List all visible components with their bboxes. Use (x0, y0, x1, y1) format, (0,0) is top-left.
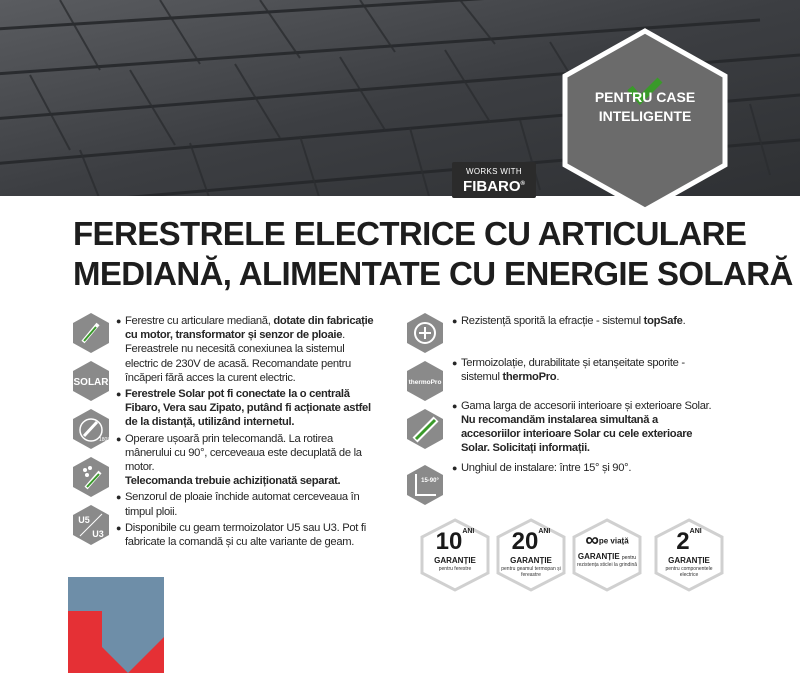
item-text: Operare ușoară prin telecomandă. La rotirea mânerului cu 90°, cerceveaua este decuplată de la motor. (125, 432, 362, 474)
item-text: Termoizolație, durabilitate și etanșeitate sporite - sistemul (461, 357, 685, 384)
page-title (73, 214, 793, 294)
works-with-label: WORKS WITH (466, 167, 522, 176)
motor-icon (72, 312, 110, 350)
solar-icon (72, 360, 110, 398)
list-item (116, 490, 378, 518)
u3-label: U3 (92, 529, 104, 539)
thermopro-label: thermoPro (408, 379, 442, 386)
list-item (452, 356, 718, 384)
rotation-angle-icon (72, 408, 110, 446)
badge-line-2: INTELIGENTE (598, 108, 692, 124)
item-text: . (556, 371, 560, 384)
warranty-sub: pentru ferestre (438, 566, 472, 572)
warranty-label: GARANȚIE (510, 556, 552, 565)
warranty-unit: ANI (689, 528, 702, 535)
warranty-unit: ANI (462, 528, 475, 535)
warranty-badge-20 (494, 518, 568, 592)
list-item (116, 521, 378, 549)
warranty-number (570, 530, 644, 552)
fibaro-reg: ® (520, 181, 525, 187)
list-item (452, 399, 718, 456)
right-feature-list (452, 314, 718, 478)
warranty-label: GARANȚIE (668, 556, 710, 565)
title-line-1: FERESTRELE ELECTRICE CU ARTICULARE (73, 215, 747, 252)
warranty-label (570, 552, 644, 561)
fibaro-name: FIBARO (463, 178, 521, 195)
list-item (452, 314, 718, 328)
list-item (116, 314, 378, 385)
warranty-badge-lifetime (570, 518, 644, 592)
warranty-sub: pentru geamul termopan și fereastre (501, 566, 561, 578)
item-text: Rezistență sporită la efracție - sistemul (461, 315, 644, 327)
left-feature-list (116, 314, 378, 551)
infinity-icon: ∞ (585, 530, 599, 551)
warranty-sub: rezistența sticlei la grindină (576, 562, 638, 568)
item-text-bold: thermoPro (502, 371, 557, 384)
list-item (116, 432, 378, 489)
fibaro-brand (452, 176, 536, 195)
glazing-u-value-icon (72, 504, 110, 542)
item-text-bold: topSafe (643, 315, 683, 327)
item-text: . (342, 329, 345, 342)
warranty-unit: ANI (538, 528, 551, 535)
warranty-number (494, 528, 568, 556)
item-text: Ferestre cu articulare mediană, (125, 315, 274, 327)
item-text-bold: dotate din fabricație cu motor, transformator și senzor de ploaie (125, 315, 374, 342)
rain-sensor-icon (72, 456, 110, 494)
warranty-badge-2 (652, 518, 726, 592)
warranty-label: GARANȚIE (434, 556, 476, 565)
item-text: Gama larga de accesorii interioare și exterioare Solar. (461, 399, 712, 412)
item-text: Unghiul de instalare: între 15° și 90°. (461, 462, 632, 475)
warranty-sub: pentru componentele electrice (665, 566, 713, 578)
works-with-fibaro-logo (452, 162, 536, 198)
item-text-bold: Ferestrele Solar pot fi conectate la o centrală Fibaro, Vera sau Zipato, putând fi acționate astfel de la distanță, utilizând internetul. (125, 388, 371, 429)
badge-line-1: PENTRU CASE (594, 89, 696, 105)
list-item (116, 387, 378, 430)
item-text-bold: Telecomanda trebuie achiziționată separat. (125, 475, 341, 488)
smart-home-badge-text (575, 88, 715, 126)
topsafe-icon (406, 312, 444, 350)
item-text: Disponibile cu geam termoizolator U5 sau U3. Pot fi fabricate la comandă și cu alte variante de geam. (125, 521, 366, 549)
thermopro-icon (406, 360, 444, 398)
angle-label: 180° (99, 437, 110, 443)
warranty-label-text: GARANȚIE (577, 552, 620, 561)
warranty-unit: pe viață (598, 536, 629, 546)
item-text: Fereastrele nu necesită conexiunea la sistemul electric de 230V de acasă. Recomandate pentru încăperi fără acces la curent electric. (125, 343, 351, 384)
item-text: . (682, 315, 686, 327)
warranty-number (418, 528, 492, 556)
warranty-number (652, 528, 726, 556)
item-text: Senzorul de ploaie închide automat cerceveaua în timpul ploii. (125, 491, 360, 518)
u5-label: U5 (78, 515, 90, 525)
warranty-value: 20 (511, 528, 539, 555)
list-item (452, 461, 718, 475)
install-angle-icon (406, 464, 444, 502)
warranty-label-suffix: pentru (621, 555, 637, 561)
item-text-bold: Nu recomandăm instalarea simultană a accesoriilor interioare Solar cu cele exterioare Solar. Solicitați informații. (461, 413, 693, 455)
solar-icon-label: SOLAR (73, 377, 109, 388)
warranty-value: 2 (676, 528, 690, 555)
warranty-badge-10 (418, 518, 492, 592)
corner-logo-graphic (68, 577, 164, 673)
install-angle-label: 15-90° (421, 478, 439, 484)
title-line-2: MEDIANĂ, ALIMENTATE CU ENERGIE SOLARĂ (73, 255, 793, 292)
accessories-icon (406, 408, 444, 446)
warranty-value: 10 (435, 528, 463, 555)
